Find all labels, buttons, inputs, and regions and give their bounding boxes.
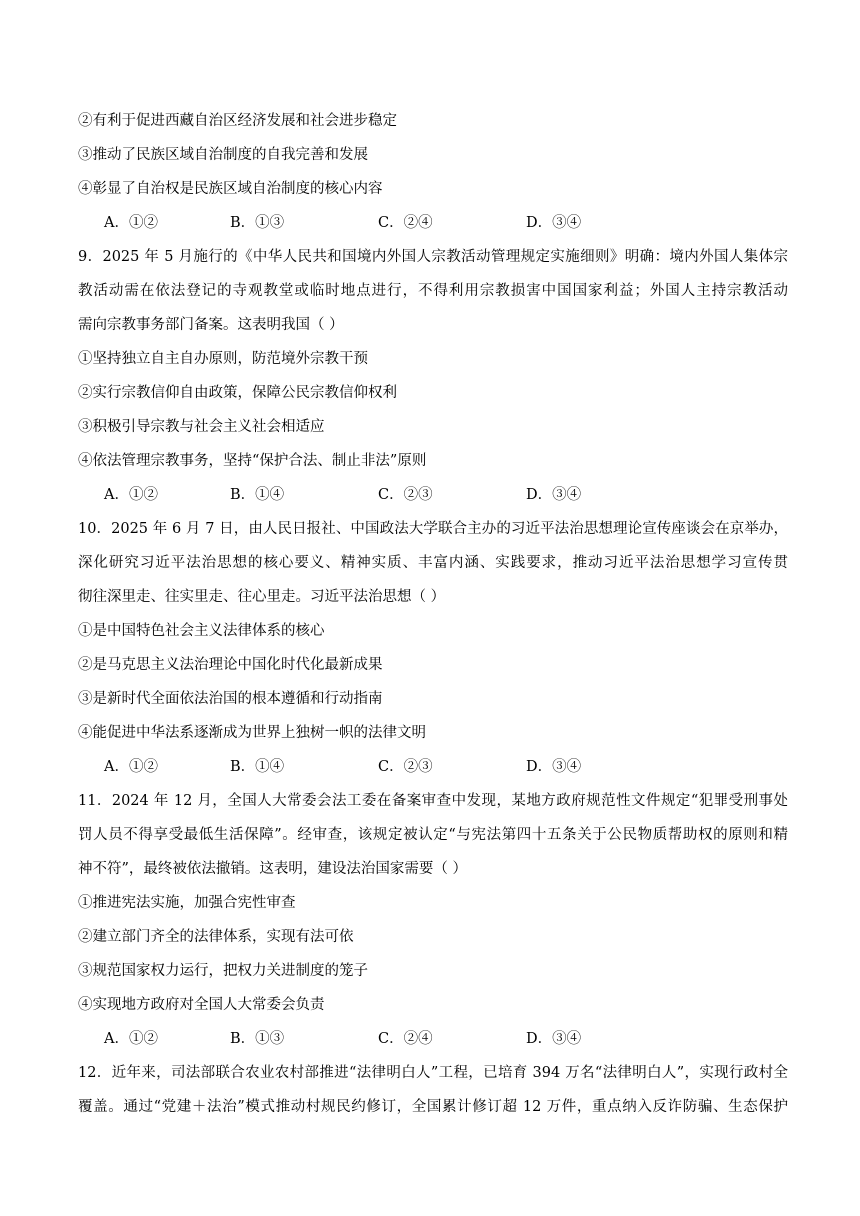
q10-option-b: B．①④ [230, 759, 285, 775]
q9-stem-line-3: 需向宗教事务部门备案。这表明我国（ ） [78, 317, 344, 333]
q10-option-d: D．③④ [526, 759, 582, 775]
q12-stem-line-1: 12．近年来，司法部联合农业农村部推进“法律明白人”工程，已培育 394 万名“法律明白人”，实现行政村全 [78, 1065, 788, 1081]
q10-options [104, 757, 784, 777]
q8-statement-3: ③推动了民族区域自治制度的自我完善和发展 [78, 147, 368, 163]
q9-option-a: A．①② [104, 487, 158, 503]
q10-statement-4: ④能促进中华法系逐渐成为世界上独树一帜的法律文明 [78, 725, 426, 741]
q10-statement-3: ③是新时代全面依法治国的根本遵循和行动指南 [78, 691, 383, 707]
q9-option-c: C．②③ [378, 487, 433, 503]
q10-stem-line-2: 深化研究习近平法治思想的核心要义、精神实质、丰富内涵、实践要求，推动习近平法治思想学习宣传贯 [78, 555, 788, 571]
q9-statement-3: ③积极引导宗教与社会主义社会相适应 [78, 419, 325, 435]
q9-option-d: D．③④ [526, 487, 582, 503]
q11-option-a: A．①② [104, 1031, 158, 1047]
q11-statement-3: ③规范国家权力运行，把权力关进制度的笼子 [78, 963, 368, 979]
q9-statement-2: ②实行宗教信仰自由政策，保障公民宗教信仰权利 [78, 385, 397, 401]
q11-stem-line-3: 神不符”，最终被依法撤销。这表明，建设法治国家需要（ ） [78, 861, 468, 877]
q11-statement-1: ①推进宪法实施，加强合宪性审查 [78, 895, 296, 911]
q11-option-b: B．①③ [230, 1031, 285, 1047]
q9-statement-1: ①坚持独立自主自办原则，防范境外宗教干预 [78, 351, 368, 367]
q10-option-a: A．①② [104, 759, 158, 775]
q8-option-c: C．②④ [378, 215, 433, 231]
q10-statement-1: ①是中国特色社会主义法律体系的核心 [78, 623, 325, 639]
q8-option-b: B．①③ [230, 215, 285, 231]
q8-statement-2: ②有利于促进西藏自治区经济发展和社会进步稳定 [78, 113, 397, 129]
q8-options [104, 213, 784, 233]
q11-option-d: D．③④ [526, 1031, 582, 1047]
q8-option-a: A．①② [104, 215, 158, 231]
q10-stem-line-1: 10．2025 年 6 月 7 日，由人民日报社、中国政法大学联合主办的习近平法治思想理论宣传座谈会在京举办， [78, 521, 788, 537]
q9-statement-4: ④依法管理宗教事务，坚持“保护合法、制止非法”原则 [78, 453, 427, 469]
q9-stem-line-1: 9．2025 年 5 月施行的《中华人民共和国境内外国人宗教活动管理规定实施细则》明确：境内外国人集体宗 [78, 249, 788, 265]
q11-option-c: C．②④ [378, 1031, 433, 1047]
q11-stem-line-2: 罚人员不得享受最低生活保障”。经审查，该规定被认定“与宪法第四十五条关于公民物质帮助权的原则和精 [78, 827, 788, 843]
q10-statement-2: ②是马克思主义法治理论中国化时代化最新成果 [78, 657, 383, 673]
q10-stem-line-3: 彻往深里走、往实里走、往心里走。习近平法治思想（ ） [78, 589, 446, 605]
q12-stem-line-2: 覆盖。通过“党建＋法治”模式推动村规民约修订，全国累计修订超 12 万件，重点纳入反诈防骗、生态保护 [78, 1099, 788, 1115]
q11-statement-2: ②建立部门齐全的法律体系，实现有法可依 [78, 929, 354, 945]
q10-option-c: C．②③ [378, 759, 433, 775]
q11-options [104, 1029, 784, 1049]
q9-stem-line-2: 教活动需在依法登记的寺观教堂或临时地点进行，不得利用宗教损害中国国家利益；外国人主持宗教活动 [78, 283, 788, 299]
q11-stem-line-1: 11．2024 年 12 月，全国人大常委会法工委在备案审查中发现，某地方政府规范性文件规定“犯罪受刑事处 [78, 793, 788, 809]
q11-statement-4: ④实现地方政府对全国人大常委会负责 [78, 997, 325, 1013]
q8-option-d: D．③④ [526, 215, 582, 231]
q9-options [104, 485, 784, 505]
q9-option-b: B．①④ [230, 487, 285, 503]
q8-statement-4: ④彰显了自治权是民族区域自治制度的核心内容 [78, 181, 383, 197]
